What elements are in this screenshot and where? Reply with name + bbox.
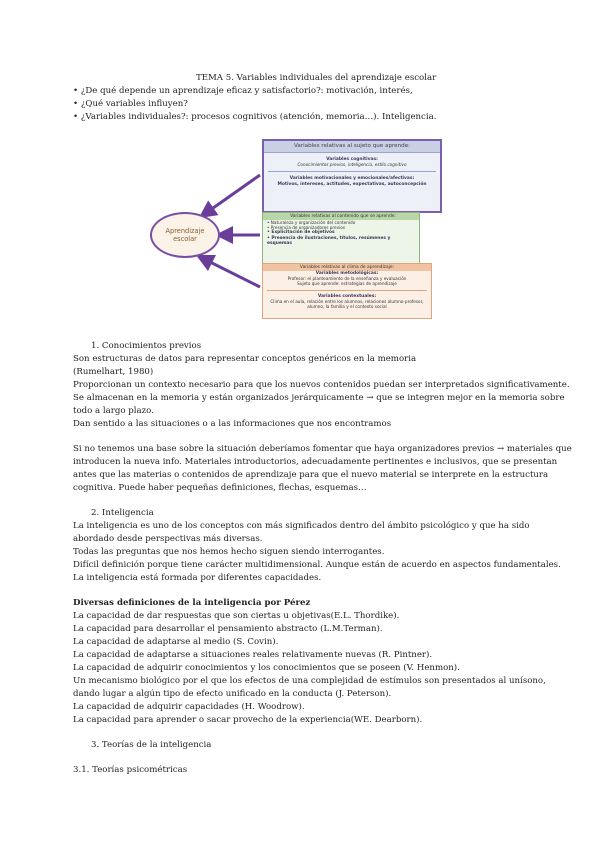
context-variables-box xyxy=(262,263,432,319)
definition-line: La capacidad de dar respuestas que son ciertas u objetivas(E.L. Thordike). xyxy=(73,611,400,621)
box-subtitle: Variables contextuales: xyxy=(317,293,377,299)
paragraph-line: abordado desde perspectivas más diversas. xyxy=(73,534,263,544)
box-text: Profesor: el planteamiento de la enseñanza y evaluación xyxy=(287,276,407,282)
paragraph-line: antes que las materias o contenidos de aprendizaje para que el nuevo material se interprete en la estructura xyxy=(73,470,549,480)
definition-line: La capacidad para desarrollar el pensamiento abstracto (L.M.Terman). xyxy=(73,624,383,634)
box-text: alumno, la familia y el contexto social xyxy=(307,304,387,310)
box-text: Conocimientos previos, inteligencia, estilo cognitivo xyxy=(297,162,407,168)
definitions-heading: Diversas definiciones de la inteligencia por Pérez xyxy=(73,598,311,608)
paragraph-line: Proporcionan un contexto necesario para que los nuevos contenidos puedan ser interpretados significativamente. xyxy=(73,380,570,390)
box-text: Sujeto que aprende: estrategias de aprendizaje xyxy=(297,281,397,287)
definition-line: La capacidad de adquirir capacidades (H. Woodrow). xyxy=(73,702,305,712)
box-text: Motivos, intereses, actitudes, expectativas, autoconcepción xyxy=(277,181,427,187)
paragraph-line: Dan sentido a las situaciones o a las informaciones que nos encontramos xyxy=(73,419,392,429)
box-text: Clima en el aula, relación entre los alumnos, relaciones alumno-profesor, xyxy=(270,298,424,304)
paragraph-line: Difícil definición porque tiene carácter multidimensional. Aunque están de acuerdo en aspectos fundamentales. xyxy=(73,560,561,570)
box-list-item: • Naturaleza y organización del contenido xyxy=(267,220,356,225)
paragraph-line: La inteligencia está formada por diferentes capacidades. xyxy=(73,573,322,583)
arrow-subject xyxy=(206,175,260,213)
paragraph-line: cognitiva. Puede haber pequeñas definiciones, flechas, esquemas… xyxy=(73,483,367,493)
box-subtitle: Variables cognitivas: xyxy=(326,157,378,162)
paragraph-line: La inteligencia es uno de los conceptos con más significados dentro del ámbito psicológico y que ha sido xyxy=(73,521,530,531)
definition-line: Un mecanismo biológico por el que los efectos de una complejidad de estímulos son presentados al unísono, xyxy=(73,676,546,686)
learning-node-line: escolar xyxy=(173,235,197,243)
bullet-item: • ¿De qué depende un aprendizaje eficaz y satisfactorio?: motivación, interés, xyxy=(73,85,413,98)
paragraph-line: Si no tenemos una base sobre la situación deberíamos fomentar que haya organizadores previos → materiales que xyxy=(73,444,572,454)
learning-variables-diagram xyxy=(144,137,444,319)
paragraph-line: todo a largo plazo. xyxy=(73,406,154,416)
paragraph-line: (Rumelhart, 1980) xyxy=(73,367,154,377)
section-heading: 1. Conocimientos previos xyxy=(91,341,202,351)
box-list-item: • Presencia de ilustraciones, títulos, resúmenes y xyxy=(267,235,391,241)
box-list-item: • Presencia de organizadores previos xyxy=(267,225,346,231)
paragraph-line: Son estructuras de datos para representar conceptos genéricos en la memoria xyxy=(73,354,417,364)
definition-line: La capacidad de adquirir conocimientos y los conocimientos que se poseen (V. Henmon). xyxy=(73,663,460,673)
definition-line: La capacidad de adaptarse al medio (S. Covin). xyxy=(73,637,279,647)
paragraph-line: introducen la nueva info. Materiales introductorios, adecuadamente pertinentes e inclusivos, que se presentan xyxy=(73,457,558,467)
learning-node-line: Aprendizaje xyxy=(165,227,205,235)
box-divider xyxy=(268,171,436,172)
subject-variables-box xyxy=(262,139,442,213)
section-heading: 3. Teorías de la inteligencia xyxy=(91,740,212,750)
definition-line: La capacidad de adaptarse a situaciones reales relativamente nuevas (R. Pintner). xyxy=(73,650,433,660)
box-subtitle: Variables metodológicas: xyxy=(315,271,379,276)
box-header: Variables relativas al clima de aprendizaje: xyxy=(263,264,431,271)
paragraph-line: Se almacenan en la memoria y están organizados jerárquicamente → que se integren mejor en la memoria sobre xyxy=(73,393,565,403)
box-subtitle: Variables motivacionales y emocionales/afectivas: xyxy=(289,176,415,182)
box-header: Variables relativas al sujeto que aprende: xyxy=(264,141,440,153)
box-header: Variables relativas al contenido que se aprende: xyxy=(263,213,419,220)
bullet-item: • ¿Variables individuales?: procesos cognitivos (atención, memoria…). Inteligencia. xyxy=(73,111,436,124)
section-heading: 2. Inteligencia xyxy=(91,508,154,518)
box-list-item: • Explicitación de objetivos xyxy=(267,230,335,236)
paragraph-line: Todas las preguntas que nos hemos hecho siguen siendo interrogantes. xyxy=(73,547,385,557)
arrow-context xyxy=(204,259,260,287)
box-divider xyxy=(267,290,427,291)
subsection-heading: 3.1. Teorías psicométricas xyxy=(73,765,188,775)
bullet-item: • ¿Qué variables influyen? xyxy=(73,98,188,111)
page-title: TEMA 5. Variables individuales del aprendizaje escolar xyxy=(196,73,437,83)
definition-line: dando lugar a algún tipo de efecto unificado en la conducta (J. Peterson). xyxy=(73,689,392,699)
learning-node xyxy=(150,212,220,258)
box-list-item: esquemas xyxy=(267,240,292,246)
content-variables-box xyxy=(262,212,420,266)
definition-line: La capacidad para aprender o sacar provecho de la experiencia(WE. Dearborn). xyxy=(73,715,423,725)
